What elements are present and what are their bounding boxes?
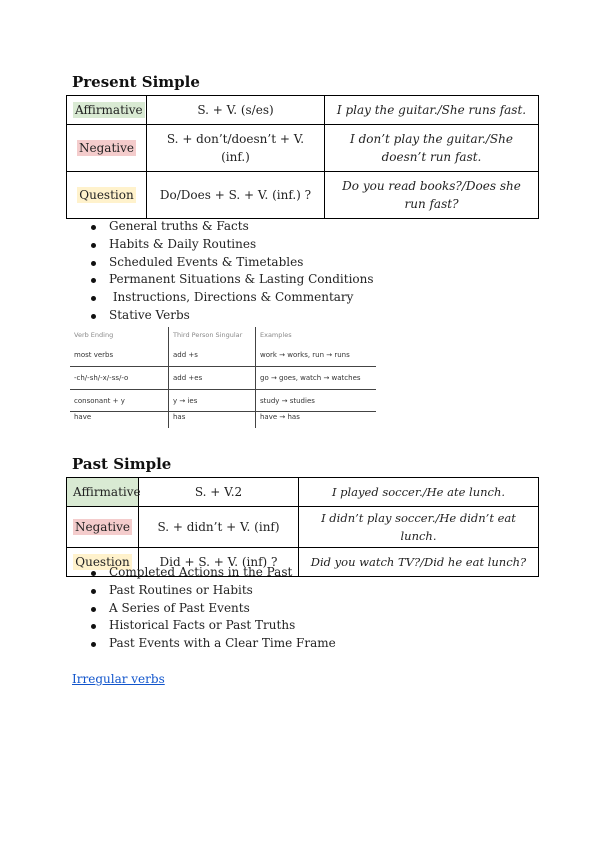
negative-formula: S. + don’t/doesn’t + V. (inf.) xyxy=(147,125,325,172)
question-formula: Did + S. + V. (inf) ? xyxy=(139,548,299,577)
affirmative-example: I played soccer./He ate lunch. xyxy=(299,478,539,507)
table-row xyxy=(70,343,376,366)
affirmative-label: Affirmative xyxy=(67,478,139,507)
table-row xyxy=(67,507,539,548)
list-item: Completed Actions in the Past xyxy=(89,564,336,582)
table-row xyxy=(67,96,539,125)
list-item: Past Events with a Clear Time Frame xyxy=(89,635,336,653)
question-label: Question xyxy=(75,555,130,569)
table-cell: study → studies xyxy=(255,389,376,412)
table-cell: add +s xyxy=(168,343,255,366)
header-verb-ending: Verb Ending xyxy=(74,331,114,339)
table-row xyxy=(67,125,539,172)
negative-example: I didn’t play soccer./He didn’t eat lunch. xyxy=(299,507,539,548)
question-label: Question xyxy=(79,188,134,202)
affirmative-formula: S. + V. (s/es) xyxy=(147,96,325,125)
negative-label: Negative xyxy=(75,520,130,534)
affirmative-example: I play the guitar./She runs fast. xyxy=(325,96,539,125)
table-cell: have xyxy=(74,412,92,421)
header-third-person: Third Person Singular xyxy=(168,327,255,343)
negative-label: Negative xyxy=(79,141,134,155)
list-item: General truths & Facts xyxy=(89,218,374,236)
list-item: A Series of Past Events xyxy=(89,600,336,618)
negative-label-cell xyxy=(67,507,139,548)
negative-example: I don’t play the guitar./She doesn’t run fast. xyxy=(325,125,539,172)
table-cell: work → works, run → runs xyxy=(255,343,376,366)
table-cell: consonant + y xyxy=(74,396,125,405)
table-row xyxy=(67,478,539,507)
affirmative-label-cell xyxy=(67,96,147,125)
irregular-verbs-link[interactable]: Irregular verbs xyxy=(72,672,165,686)
present-simple-table xyxy=(66,95,539,219)
list-item: Historical Facts or Past Truths xyxy=(89,617,336,635)
past-simple-heading: Past Simple xyxy=(72,455,172,473)
list-item: Scheduled Events & Timetables xyxy=(89,254,374,272)
header-examples: Examples xyxy=(255,327,376,343)
table-row xyxy=(70,366,376,389)
negative-formula: S. + didn’t + V. (inf) xyxy=(139,507,299,548)
list-item: Habits & Daily Routines xyxy=(89,236,374,254)
present-simple-heading: Present Simple xyxy=(72,73,200,91)
table-row xyxy=(67,172,539,219)
table-row xyxy=(70,327,376,343)
past-simple-table xyxy=(66,477,539,577)
affirmative-label: Affirmative xyxy=(75,103,143,117)
table-cell: add +es xyxy=(168,366,255,389)
list-item: Past Routines or Habits xyxy=(89,582,336,600)
question-label-cell xyxy=(67,172,147,219)
negative-label-cell xyxy=(67,125,147,172)
affirmative-formula: S. + V.2 xyxy=(139,478,299,507)
list-item: Permanent Situations & Lasting Conditions xyxy=(89,271,374,289)
list-item: Instructions, Directions & Commentary xyxy=(89,289,374,307)
table-cell: has xyxy=(168,405,255,428)
table-cell: most verbs xyxy=(74,350,114,359)
question-formula: Do/Does + S. + V. (inf.) ? xyxy=(147,172,325,219)
past-simple-uses-list xyxy=(89,564,336,653)
third-person-spelling-table-image xyxy=(70,327,376,427)
table-cell: have → has xyxy=(255,405,376,428)
question-example: Did you watch TV?/Did he eat lunch? xyxy=(299,548,539,577)
present-simple-uses-list xyxy=(89,218,374,325)
table-cell: go → goes, watch → watches xyxy=(255,366,376,389)
list-item: Stative Verbs xyxy=(89,307,374,325)
table-cell: y → ies xyxy=(168,389,255,412)
question-example: Do you read books?/Does she run fast? xyxy=(325,172,539,219)
table-row xyxy=(70,405,376,428)
table-cell: -ch/-sh/-x/-ss/-o xyxy=(74,373,129,382)
